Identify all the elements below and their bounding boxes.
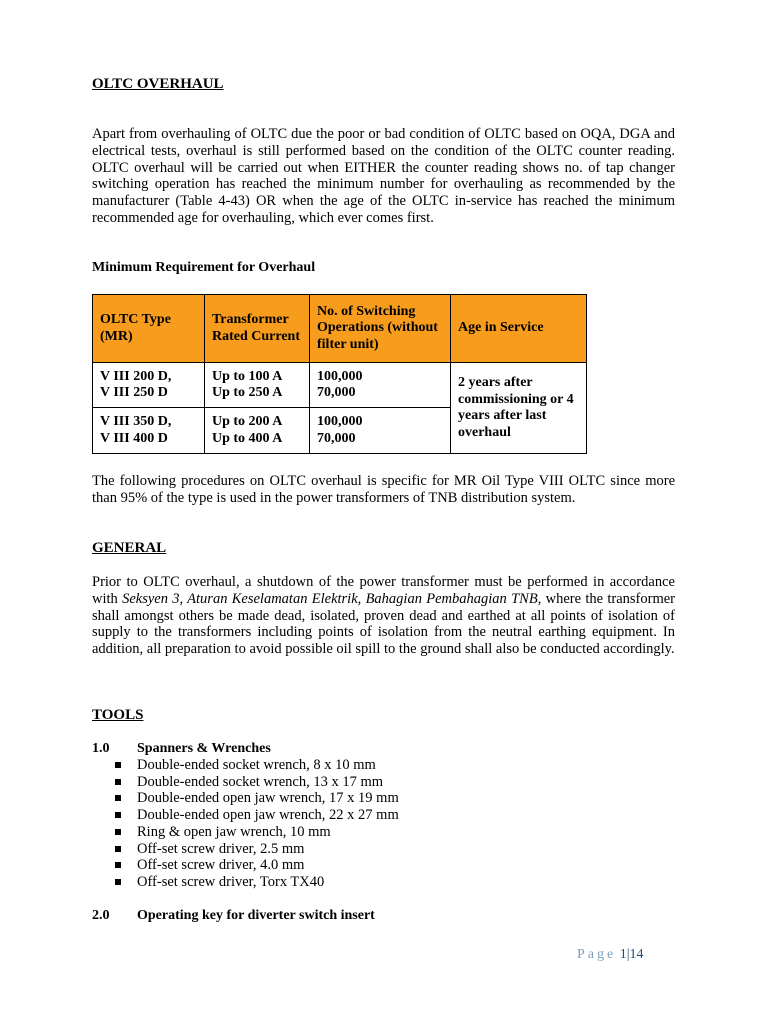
bullet-icon — [115, 795, 121, 801]
list-item — [112, 824, 399, 841]
tool-label: Ring & open jaw wrench, 10 mm — [137, 823, 331, 840]
cell-line: 100,000 — [317, 368, 363, 384]
list-item — [112, 757, 399, 774]
tool-label: Off-set screw driver, 4.0 mm — [137, 857, 305, 874]
section-2-number: 2.0 — [92, 908, 110, 923]
tool-label: Double-ended socket wrench, 8 x 10 mm — [137, 757, 376, 773]
section-2-title: Operating key for diverter switch insert — [137, 908, 375, 923]
section-1-title: Spanners & Wrenches — [137, 741, 271, 756]
cell-line: V III 350 D, — [100, 414, 172, 429]
procedures-note: The following procedures on OLTC overhaul is specific for MR Oil Type VIII OLTC since more than 95% of the type is used in the power transformers of TNB distribution system. — [92, 473, 675, 506]
page-word: Page — [577, 947, 617, 962]
general-paragraph — [92, 574, 675, 658]
list-item — [112, 790, 399, 807]
bullet-icon — [115, 779, 121, 785]
list-item — [112, 774, 399, 791]
cell-switching-ops — [310, 408, 451, 454]
header-oltc-type: OLTC Type (MR) — [93, 295, 205, 363]
cell-line: Up to 100 A — [212, 368, 283, 384]
header-switching-ops: No. of Switching Operations (without filter unit) — [310, 295, 451, 363]
tools-list — [112, 757, 399, 891]
cell-line: V III 250 D — [100, 385, 168, 400]
general-text-end: , where the transformer shall amongst others be made dead, isolated, proven dead and earthed at all points of isolation of supply to the transformers including points of isolation from the neutral earthing equipment. In addition, all preparation to avoid possible oil spill to the ground shall also be conducted accordingly. — [92, 590, 675, 658]
cell-line: Up to 400 A — [212, 430, 283, 446]
cell-line: V III 400 D — [100, 430, 168, 446]
cell-line: 100,000 — [317, 414, 363, 429]
table-title: Minimum Requirement for Overhaul — [92, 260, 316, 275]
bullet-icon — [115, 846, 121, 852]
section-1-number: 1.0 — [92, 741, 110, 756]
page-footer — [577, 947, 644, 963]
page-number: 1 — [619, 947, 627, 962]
list-item — [112, 874, 399, 891]
tool-label: Double-ended open jaw wrench, 17 x 19 mm — [137, 790, 399, 807]
cell-oltc-type — [93, 408, 205, 454]
intro-paragraph: Apart from overhauling of OLTC due the poor or bad condition of OLTC based on OQA, DGA and electrical tests, overhaul is still performed based on the condition of the OLTC counter reading. OLTC overhaul will be carried out when EITHER the counter reading shows no. of tap changer switching operation has reached the minimum number for overhauling as recommended by the manufacturer (Table 4-43) OR when the age of the OLTC in-service has reached the minimum recommended age for overhauling, which ever comes first. — [92, 126, 675, 226]
page-title: OLTC OVERHAUL — [92, 76, 224, 92]
bullet-icon — [115, 829, 121, 835]
tool-label: Double-ended socket wrench, 13 x 17 mm — [137, 773, 384, 790]
page-separator: | — [626, 947, 630, 962]
cell-line: 70,000 — [317, 430, 356, 446]
tool-label: Off-set screw driver, Torx TX40 — [137, 873, 325, 890]
cell-line: Up to 200 A — [212, 414, 283, 429]
page-total: 14 — [629, 947, 644, 962]
list-item — [112, 841, 399, 858]
cell-oltc-type — [93, 363, 205, 408]
tool-label: Double-ended open jaw wrench, 22 x 27 mm — [137, 807, 399, 824]
cell-line: V III 200 D, — [100, 368, 172, 384]
cell-line: Up to 250 A — [212, 385, 283, 400]
cell-rated-current — [205, 363, 310, 408]
bullet-icon — [115, 812, 121, 818]
overhaul-requirement-table — [92, 294, 587, 454]
tools-heading: TOOLS — [92, 707, 144, 723]
bullet-icon — [115, 862, 121, 868]
table-header-row — [93, 295, 587, 363]
bullet-icon — [115, 762, 121, 768]
cell-age-in-service: 2 years after commissioning or 4 years after last overhaul — [451, 363, 587, 454]
cell-rated-current — [205, 408, 310, 454]
general-text-start: Prior to OLTC overhaul, a shutdown of the power transformer must be performed in accordance with — [92, 574, 675, 607]
table-row — [93, 363, 587, 408]
general-heading: GENERAL — [92, 540, 167, 556]
header-age-in-service: Age in Service — [451, 295, 587, 363]
tool-label: Off-set screw driver, 2.5 mm — [137, 840, 305, 857]
cell-line: 70,000 — [317, 385, 356, 400]
list-item — [112, 857, 399, 874]
bullet-icon — [115, 879, 121, 885]
list-item — [112, 807, 399, 824]
regulation-reference: Seksyen 3, Aturan Keselamatan Elektrik, Bahagian Pembahagian TNB — [122, 590, 538, 607]
cell-switching-ops — [310, 363, 451, 408]
header-rated-current: Transformer Rated Current — [205, 295, 310, 363]
